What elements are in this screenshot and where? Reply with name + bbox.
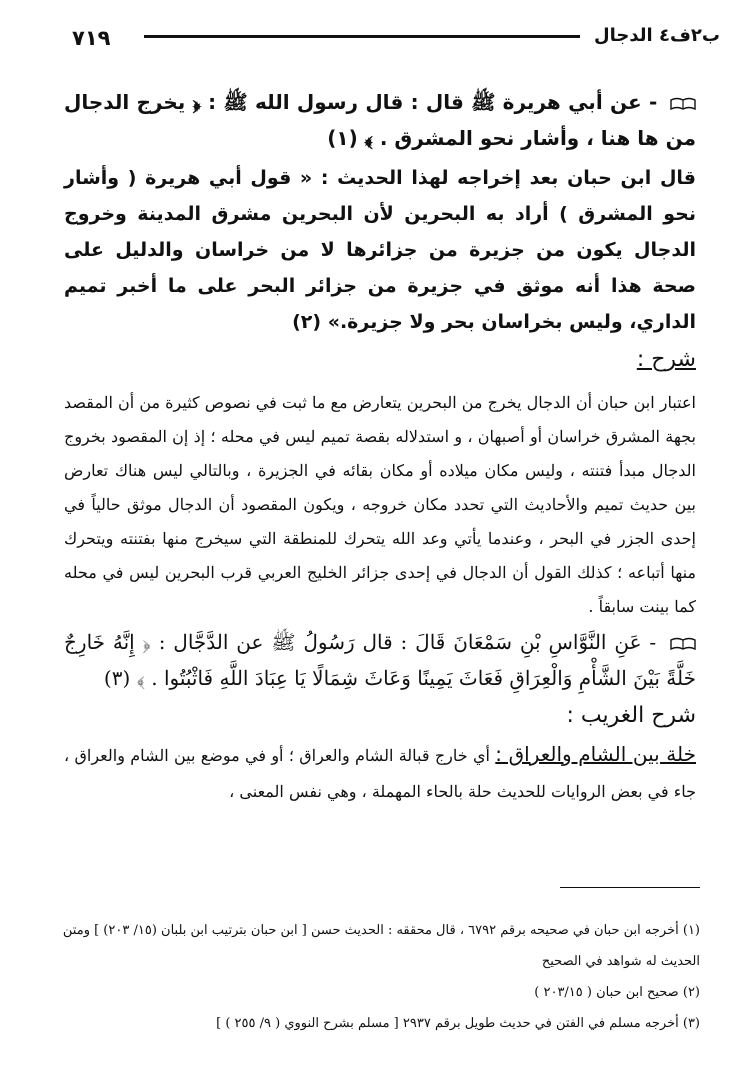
hadith-1 — [64, 84, 696, 156]
open-book-icon — [670, 637, 696, 651]
gharib-definition: أي خارج قبالة الشام والعراق ؛ أو في موضع بين الشام والعراق ، جاء في بعض الروايات للحديث حلة بالحاء المهملة ، وهي نفس المعنى ، — [64, 746, 696, 801]
hadith-2-text: - عَنِ النَّوَّاسِ بْنِ سَمْعَانَ قَالَ : قال رَسُولُ ﷺ عن الدَّجَّال : ﴿ إِنَّهُ خَارِجٌ خَلَّةً بَيْنَ الشَّأْمِ وَالْعِرَاقِ فَعَاثَ يَمِينًا وَعَاثَ شِمَالًا يَا عِبَادَ اللَّهِ فَاثْبُتُوا . ﴾ (٣) — [64, 630, 696, 690]
hadith-2 — [64, 624, 696, 696]
gharib-heading: شرح الغريب : — [566, 703, 696, 728]
page-header — [62, 22, 720, 52]
footnotes — [60, 915, 700, 1039]
footnote-divider — [560, 887, 700, 888]
explanation-paragraph: اعتبار ابن حبان أن الدجال يخرج من البحرين يتعارض مع ما ثبت في نصوص كثيرة من أن المقصد بجهة المشرق خراسان أو أصبهان ، و استدلاله بقصة تميم ليس في محله ؛ إذ إن المقصود بخروج الدجال مبدأ فتنته ، وليس مكان ميلاده أو مكان بقائه في الجزيرة ، وبالتالي ليس هناك تعارض بين حديث تميم والأحاديث التي تحدد مكان خروجه ، ويكون المقصود أن الدجال موثق حالياً في إحدى الجزر في البحر ، وعندما يأتي وعد الله يتحرك للمنطقة التي سيخرج منها بفتنته ويتحرك منها أتباعه ؛ كذلك القول أن الدجال في إحدى جزائر الخليج العربي قرب البحرين ليس في محله كما بينت سابقاً . — [64, 393, 696, 616]
footnote-2: (٢) صحيح ابن حبان ( ٢٠٣/١٥ ) — [534, 985, 700, 1000]
open-book-icon — [670, 97, 696, 111]
running-title: ب٢ف٤ الدجال — [594, 25, 720, 46]
page-body — [64, 84, 696, 810]
footnote-3: (٣) أخرجه مسلم في الفتن في حديث طويل برقم ٢٩٣٧ [ مسلم بشرح النووي ( ٩/ ٢٥٥ ) ] — [216, 1016, 700, 1031]
header-rule — [144, 35, 580, 38]
sharh-heading: شرح : — [636, 347, 696, 372]
footnote-1: (١) أخرجه ابن حبان في صحيحه برقم ٦٧٩٢ ، قال محققه : الحديث حسن [ ابن حبان بترتيب ابن بلبان (١٥/ ٢٠٣) ] ومتن الحديث له شواهد في الصحيح — [62, 923, 700, 969]
ibn-hibban-narration: قال ابن حبان بعد إخراجه لهذا الحديث : « قول أبي هريرة ( وأشار نحو المشرق ) أراد به البحرين لأن البحرين مشرق المدينة وخروج الدجال يكون من جزيرة من جزائرها لا من خراسان والدليل على صحة هذا أنه موثق في جزيرة من جزائر البحر على ما أخبر تميم الداري، وليس بخراسان بحر ولا جزيرة.» (٢) — [64, 167, 696, 333]
gharib-term: خلة بين الشام والعراق : — [495, 742, 696, 766]
gharib-entry — [64, 736, 696, 810]
hadith-1-text: - عن أبي هريرة ﷺ قال : قال رسول الله ﷺ : ﴿ يخرج الدجال من ها هنا ، وأشار نحو المشرق . ﴾ (١) — [64, 90, 696, 150]
page-number: ٧١٩ — [72, 26, 111, 50]
